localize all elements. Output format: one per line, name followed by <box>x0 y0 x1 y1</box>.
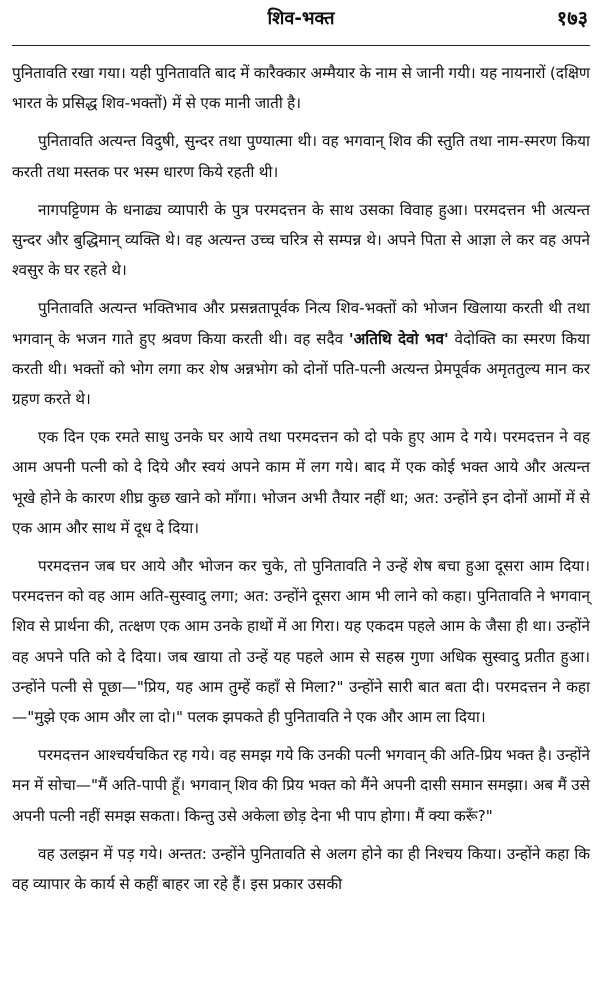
paragraph-4-bold-quote: 'अतिथि देवो भव' <box>348 329 449 348</box>
body-text <box>12 58 590 899</box>
page-number: १७३ <box>556 6 588 30</box>
running-title: शिव-भक्त <box>267 8 335 29</box>
paragraph-4-text-after: वेदोक्ति का स्मरण किया करती थी। भक्तों को भोग लगा कर शेष अन्नभोग को दोनों पति-पत्नी अत्यन्त प्रेमपूर्वक अमृततुल्य मान कर ग्रहण करते थे। <box>12 329 590 409</box>
page-header <box>12 0 590 46</box>
paragraph-4-text-before: पुनितावति अत्यन्त भक्तिभाव और प्रसन्नतापूर्वक नित्य शिव-भक्तों को भोजन खिलाया करती थी तथा भगवान् के भजन गाते हुए श्रवण किया करती थी। वह सदैव <box>12 299 590 348</box>
paragraph-8: वह उलझन में पड़ गये। अन्तत: उन्होंने पुनितावति से अलग होने का ही निश्चय किया। उन्होंने कहा कि वह व्यापार के कार्य से कहीं बाहर जा रहे हैं। इस प्रकार उसकी <box>12 844 590 894</box>
paragraph-4 <box>12 293 590 414</box>
paragraph-1: पुनितावति रखा गया। यही पुनितावति बाद में कारैक्कार अम्मैयार के नाम से जानी गयी। यह नायनारों (दक्षिण भारत के प्रसिद्ध शिव-भक्तों) में से एक मानी जाती है। <box>12 64 590 113</box>
paragraph-3: नागपट्टिणम के धनाढ्य व्यापारी के पुत्र परमदत्तन के साथ उसका विवाह हुआ। परमदत्तन भी अत्यन्त सुन्दर और बुद्धिमान् व्यक्ति थे। वह अत्यन्त उच्च चरित्र से सम्पन्न थे। अपने पिता से आज्ञा ले कर वह अपने श्वसुर के घर रहते थे। <box>12 200 590 280</box>
paragraph-2: पुनितावति अत्यन्त विदुषी, सुन्दर तथा पुण्यात्मा थी। वह भगवान् शिव की स्तुति तथा नाम-स्मरण किया करती तथा मस्तक पर भस्म धारण किये रहती थी। <box>12 132 590 181</box>
paragraph-6: परमदत्तन जब घर आये और भोजन कर चुके, तो पुनितावति ने उन्हें शेष बचा हुआ दूसरा आम दिया। परमदत्तन को वह आम अति-सुस्वादु लगा; अत: उन्होंने दूसरा आम भी लाने को कहा। पुनितावति ने भगवान् शिव से प्रार्थना की, तत्क्षण एक आम उनके हाथों में आ गिरा। यह एकदम पहले आम के जैसा ही था। उन्होंने वह अपने पति को दे दिया। जब खाया तो उन्हें यह पहले आम से सहस्र गुणा अधिक सुस्वादु प्रतीत हुआ। उन्होंने पत्नी से पूछा—"प्रिय, यह आम तुम्हें कहाँ से मिला?" उन्होंने सारी बात बता दी। परमदत्तन ने कहा—"मुझे एक आम और ला दो।" पलक झपकते ही पुनितावति ने एक और आम ला दिया। <box>12 557 590 727</box>
paragraph-7: परमदत्तन आश्चर्यचकित रह गये। वह समझ गये कि उनकी पत्नी भगवान् की अति-प्रिय भक्त है। उन्होंने मन में सोचा—"मैं अति-पापी हूँ। भगवान् शिव की प्रिय भक्त को मैंने अपनी दासी समान समझा। अब मैं उसे अपनी पत्नी नहीं समझ सकता। किन्तु उसे अकेला छोड़ देना भी पाप होगा। मैं क्या करूँ?" <box>12 746 590 825</box>
paragraph-5: एक दिन एक रमते साधु उनके घर आये तथा परमदत्तन को दो पके हुए आम दे गये। परमदत्तन ने वह आम अपनी पत्नी को दे दिये और स्वयं अपने काम में लग गये। बाद में एक कोई भक्त आये और अत्यन्त भूखे होने के कारण शीघ्र कुछ खाने को माँगा। भोजन अभी तैयार नहीं था; अत: उन्होंने इन दोनों आमों में से एक आम और साथ में दूध दे दिया। <box>12 428 590 537</box>
